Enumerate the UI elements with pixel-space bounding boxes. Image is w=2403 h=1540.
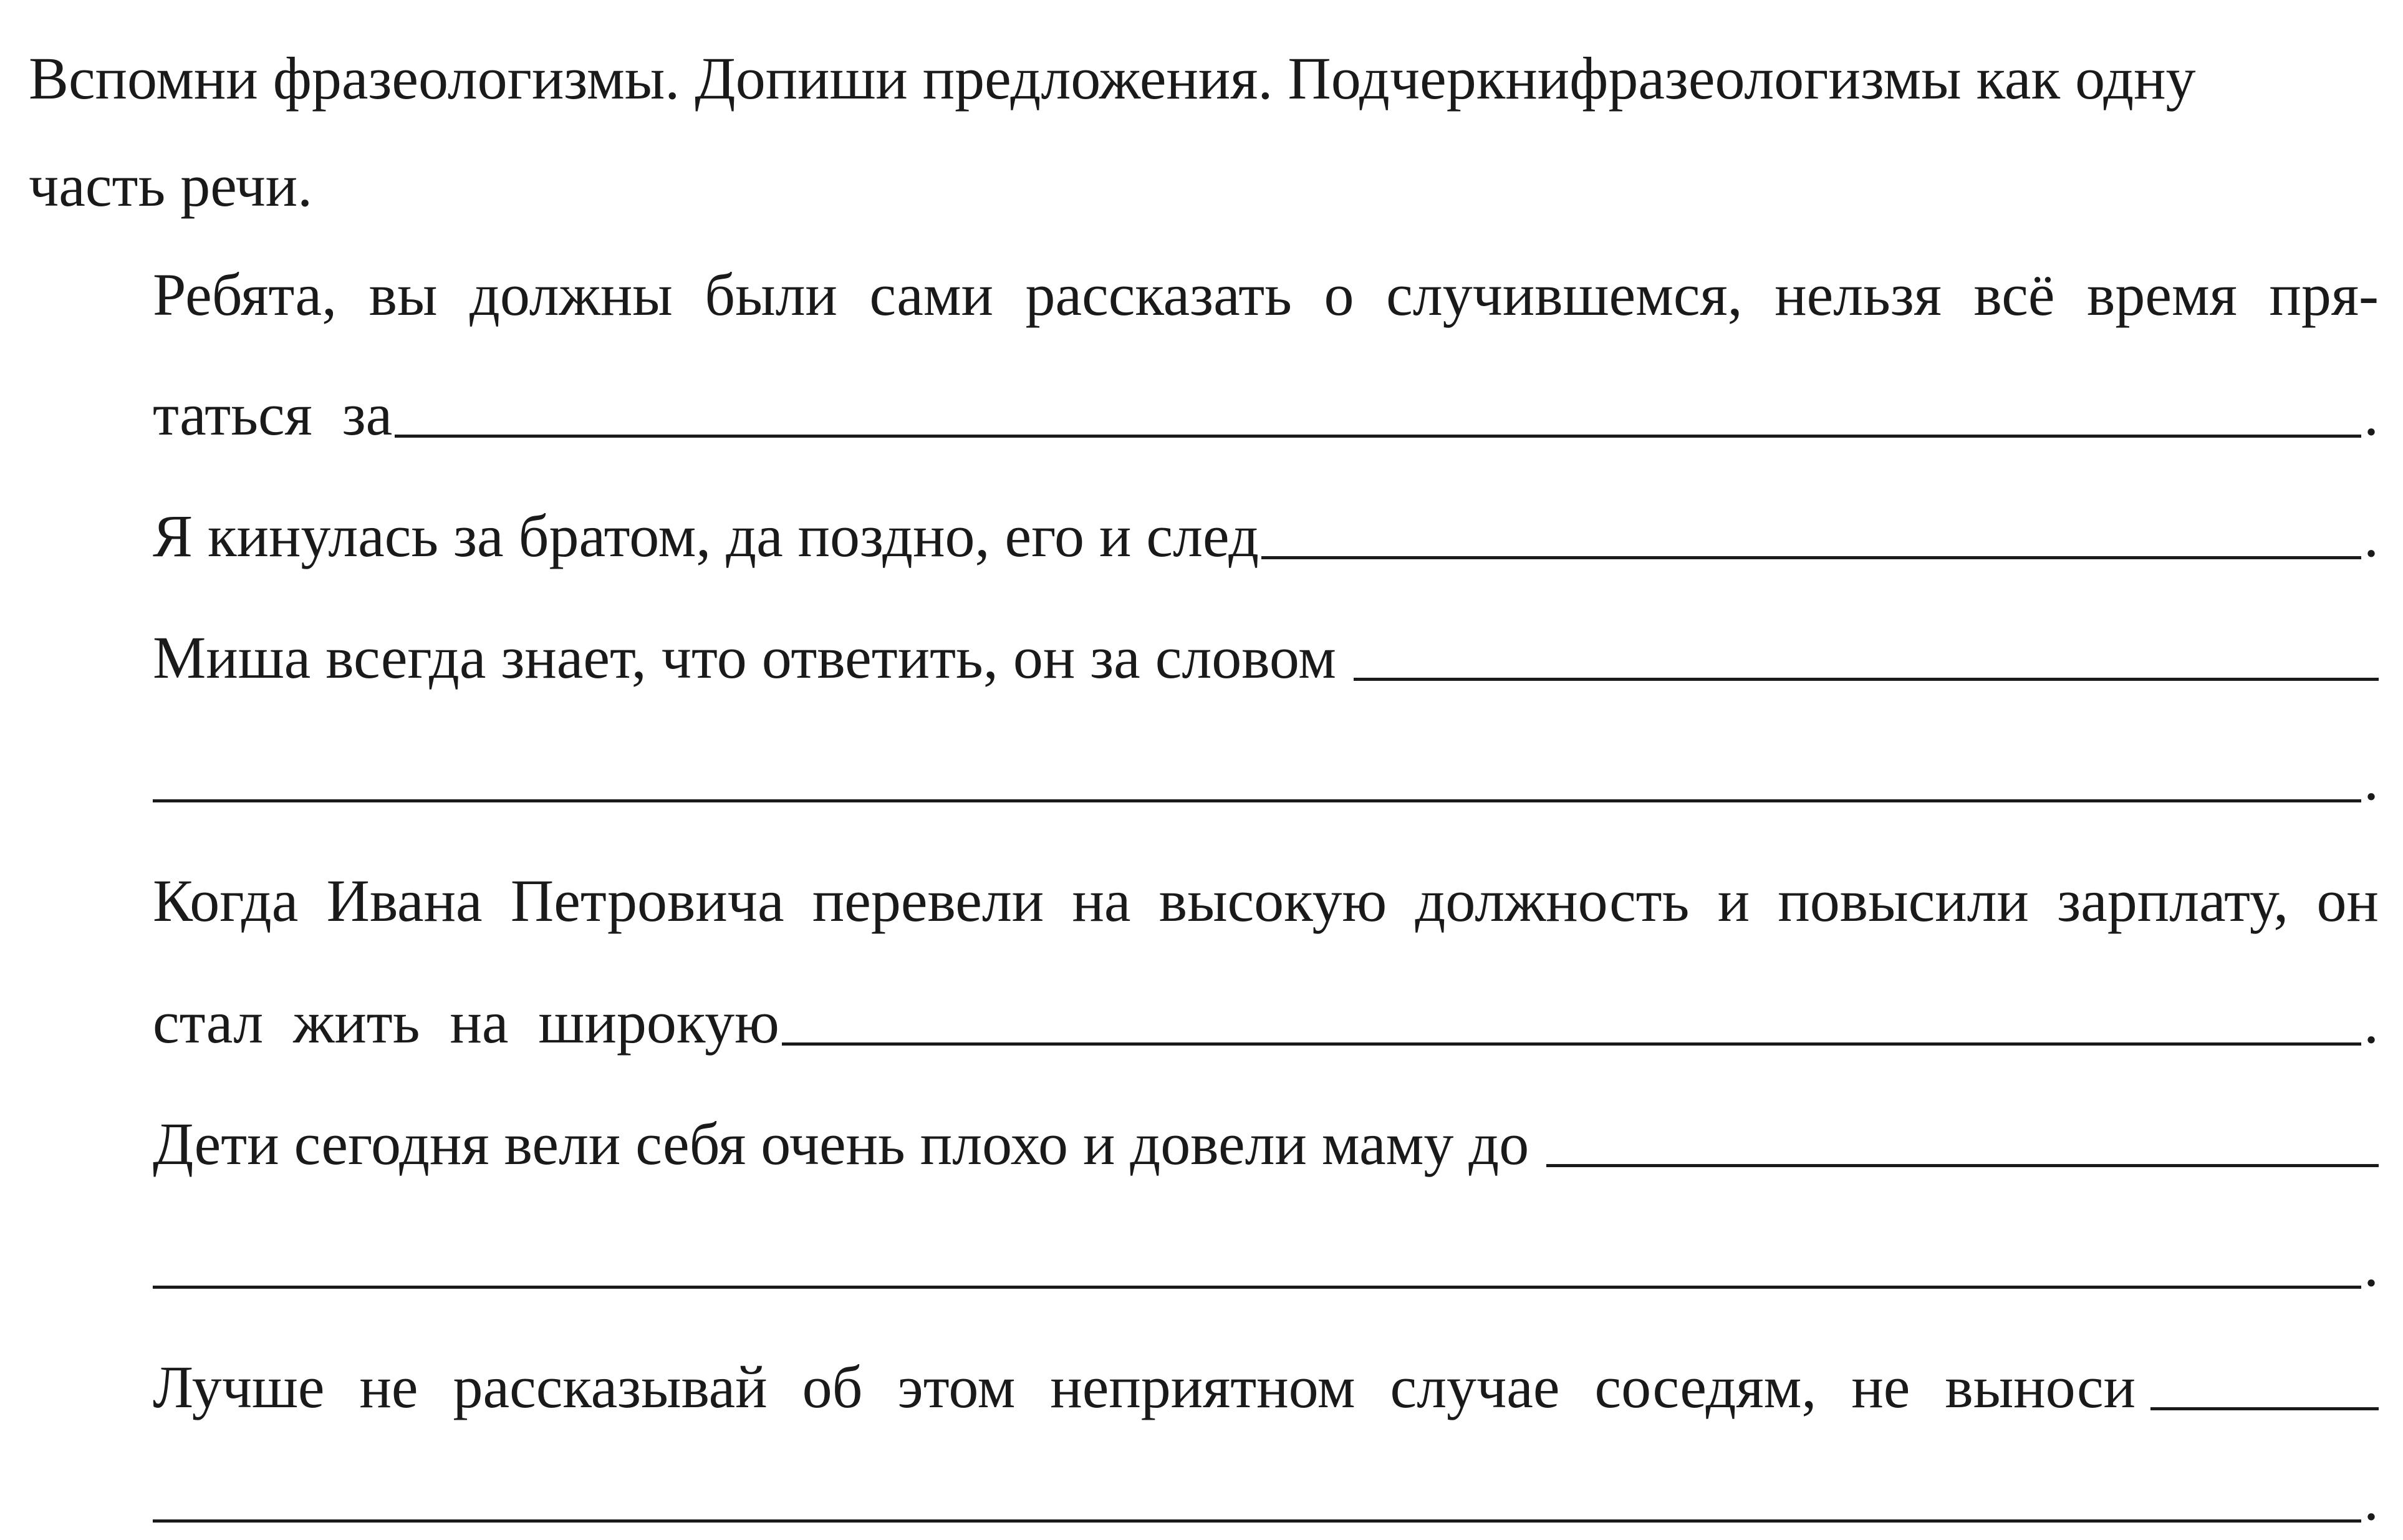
answer-blank[interactable] xyxy=(395,435,2361,438)
word: Петровича xyxy=(510,867,784,934)
sentence-3-line-2 xyxy=(153,739,2379,820)
answer-blank[interactable] xyxy=(1261,556,2361,559)
sentence-5-line-1 xyxy=(153,1104,2379,1185)
sentence-text: Я кинулась за братом, да поздно, его и след xyxy=(153,503,1259,569)
word: должность xyxy=(1415,867,1690,934)
sentence-4-line-1 xyxy=(153,860,2379,941)
answer-blank[interactable] xyxy=(1546,1164,2379,1167)
answer-blank[interactable] xyxy=(1354,678,2379,681)
word: повысили xyxy=(1778,867,2029,934)
sentence-text: стал жить на широкую xyxy=(153,989,779,1056)
answer-blank[interactable] xyxy=(153,799,2361,802)
sentence-6-words xyxy=(153,1347,2136,1428)
word: всё xyxy=(1973,261,2055,328)
word: Ивана xyxy=(326,867,483,934)
sentence-1-line-2 xyxy=(153,374,2379,455)
answer-blank[interactable] xyxy=(153,1286,2361,1289)
word: соседям, xyxy=(1594,1354,1817,1420)
word: об xyxy=(802,1354,863,1420)
word: Лучше xyxy=(153,1354,325,1420)
word: вы xyxy=(368,261,438,328)
word: неприятном xyxy=(1050,1354,1356,1420)
word: пря- xyxy=(2269,261,2379,328)
sentence-end: . xyxy=(2364,1466,2379,1533)
word: перевели xyxy=(812,867,1044,934)
word: Ребята, xyxy=(153,261,337,328)
word: случае xyxy=(1390,1354,1560,1420)
sentence-end: . xyxy=(2364,381,2379,448)
word: высокую xyxy=(1158,867,1387,934)
word: выноси xyxy=(1945,1354,2136,1420)
word: зарплату, xyxy=(2057,867,2289,934)
word: этом xyxy=(897,1354,1016,1420)
sentence-text: таться за xyxy=(153,381,393,448)
answer-blank[interactable] xyxy=(2150,1407,2379,1410)
task-instruction: Вспомни фразеологизмы. Допиши предложения. Подчеркнифразеологизмы как одну часть речи. xyxy=(29,45,2196,219)
sentence-end: . xyxy=(2364,1232,2379,1299)
answer-blank[interactable] xyxy=(782,1042,2361,1046)
word: рассказать xyxy=(1025,261,1292,328)
word: на xyxy=(1072,867,1131,934)
word: он xyxy=(2316,867,2379,934)
sentence-text: Миша всегда знает, что ответить, он за словом xyxy=(153,624,1351,691)
sentence-1-line-1 xyxy=(153,254,2379,335)
sentence-end: . xyxy=(2364,989,2379,1056)
answer-blank[interactable] xyxy=(153,1519,2361,1523)
word: сами xyxy=(869,261,993,328)
word: время xyxy=(2087,261,2237,328)
sentence-4-line-2 xyxy=(153,982,2379,1063)
word: должны xyxy=(470,261,673,328)
word: не xyxy=(359,1354,418,1420)
sentence-2-line-1 xyxy=(153,496,2379,577)
sentence-6-line-2 xyxy=(153,1459,2379,1540)
sentence-text: Дети сегодня вели себя очень плохо и довели маму до xyxy=(153,1110,1544,1177)
word: Когда xyxy=(153,867,299,934)
word: не xyxy=(1851,1354,1910,1420)
sentence-5-line-2 xyxy=(153,1225,2379,1306)
sentence-end: . xyxy=(2364,503,2379,569)
sentence-end: . xyxy=(2364,746,2379,812)
word: были xyxy=(705,261,837,328)
sentence-6-line-1 xyxy=(153,1347,2379,1428)
word: о xyxy=(1324,261,1354,328)
sentence-3-line-1 xyxy=(153,617,2379,698)
word: случившемся, xyxy=(1386,261,1743,328)
word: рассказывай xyxy=(453,1354,768,1420)
word: и xyxy=(1717,867,1750,934)
word: нельзя xyxy=(1775,261,1942,328)
